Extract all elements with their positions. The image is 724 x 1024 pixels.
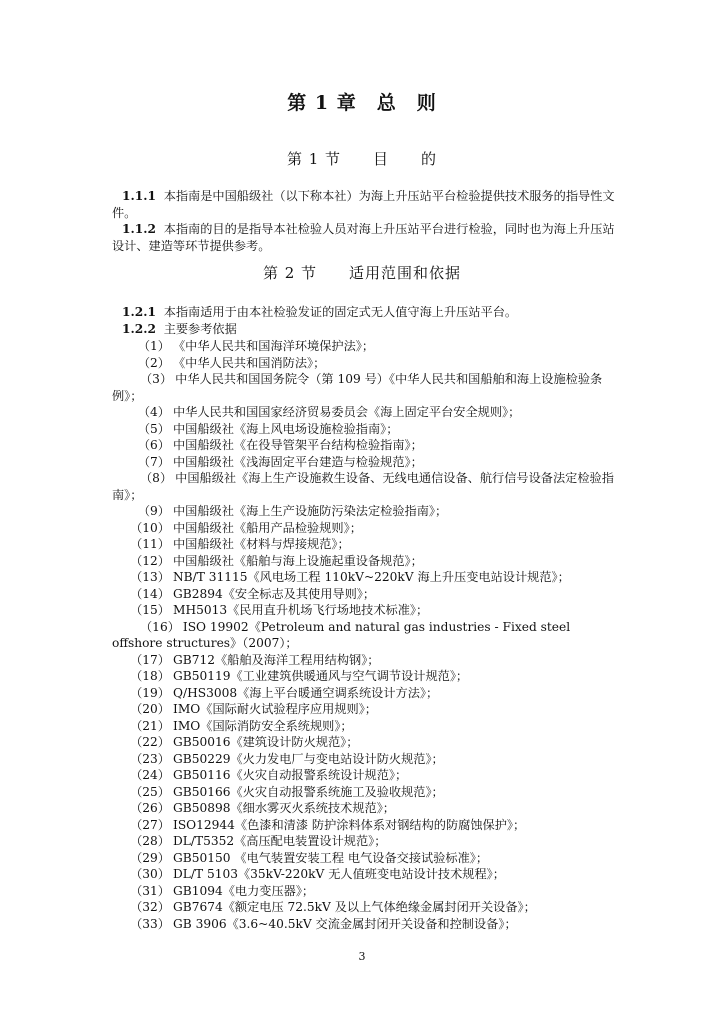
reference-item	[112, 701, 616, 718]
reference-item	[112, 536, 616, 553]
reference-text: GB50016《建筑设计防火规范》；	[173, 735, 359, 749]
reference-item	[112, 371, 616, 404]
section-title-2: 第 2 节 适用范围和依据	[262, 264, 462, 282]
reference-item	[112, 470, 616, 503]
reference-index: （2）	[137, 355, 170, 370]
reference-item	[112, 503, 616, 520]
reference-text: GB50229《火力发电厂与变电站设计防火规范》；	[173, 751, 444, 766]
reference-text: GB712《船舶及海洋工程用结构钢》；	[173, 652, 380, 667]
reference-index: （12）	[130, 553, 170, 568]
section-title-1: 第 1 节 目 的	[286, 150, 438, 168]
reference-item	[112, 355, 616, 372]
reference-index: （1）	[137, 339, 170, 353]
reference-index: （28）	[130, 834, 170, 848]
reference-item	[112, 734, 616, 751]
reference-index: （16）	[140, 619, 180, 634]
reference-index: （20）	[130, 702, 170, 716]
paragraph-1-1-1	[112, 188, 616, 221]
reference-text: 中国船级社《海上生产设施救生设备、无线电通信设备、航行信号设备法定检验指南》；	[112, 471, 614, 502]
reference-index: （26）	[130, 801, 170, 815]
reference-text: ISO 19902《Petroleum and natural gas industries - Fixed steel offshore structures》（2007）；	[112, 619, 571, 650]
reference-text: GB50116《火灾自动报警系统设计规范》；	[173, 768, 408, 782]
reference-text: GB50166《火灾自动报警系统施工及验收规范》；	[173, 784, 444, 799]
reference-index: （18）	[130, 669, 170, 683]
reference-item	[112, 404, 616, 421]
reference-index: （6）	[137, 438, 170, 452]
reference-text: GB50150 《电气装置安装工程 电气设备交接试验标准》；	[173, 850, 489, 865]
reference-index: （25）	[130, 784, 170, 799]
paragraph-1-2-1	[112, 304, 616, 321]
reference-text: MH5013《民用直升机场飞行场地技术标准》；	[173, 603, 429, 617]
reference-item	[112, 569, 616, 586]
clause-text: 主要参考依据	[163, 322, 237, 336]
reference-text: IMO《国际消防安全系统规则》；	[173, 718, 353, 733]
reference-item	[112, 619, 616, 652]
reference-text: GB7674《额定电压 72.5kV 及以上气体绝缘金属封闭开关设备》；	[173, 900, 536, 914]
paragraph-1-1-2	[112, 221, 616, 254]
reference-item	[112, 817, 616, 834]
reference-item	[112, 553, 616, 570]
clause-number: 1.1.1	[122, 189, 156, 203]
reference-item	[112, 520, 616, 537]
reference-index: （4）	[137, 405, 170, 419]
reference-index: （24）	[130, 768, 170, 782]
reference-text: GB1094《电力变压器》；	[173, 883, 315, 898]
clause-text: 本指南适用于由本社检验发证的固定式无人值守海上升压站平台。	[163, 305, 518, 319]
reference-item	[112, 685, 616, 702]
reference-item	[112, 767, 616, 784]
reference-item	[112, 784, 616, 801]
reference-index: （3）	[140, 372, 173, 386]
reference-item	[112, 437, 616, 454]
reference-index: （32）	[130, 900, 170, 914]
reference-text: ISO12944《色漆和清漆 防护涂料体系对钢结构的防腐蚀保护》；	[173, 817, 526, 832]
reference-item	[112, 899, 616, 916]
reference-text: IMO《国际耐火试验程序应用规则》；	[173, 702, 377, 716]
reference-item	[112, 800, 616, 817]
reference-item	[112, 751, 616, 768]
reference-text: 中国船级社《材料与焊接规范》；	[173, 537, 350, 551]
reference-item	[112, 668, 616, 685]
reference-index: （5）	[137, 421, 170, 436]
reference-text: 中国船级社《船舶与海上设施起重设备规范》；	[173, 553, 423, 568]
reference-index: （15）	[130, 603, 170, 617]
reference-index: （9）	[137, 504, 170, 518]
reference-text: 中国船级社《海上生产设施防污染法定检验指南》；	[173, 504, 448, 518]
reference-index: （31）	[130, 883, 170, 898]
reference-item	[112, 338, 616, 355]
reference-index: （8）	[140, 471, 173, 485]
reference-index: （21）	[130, 718, 170, 733]
clause-text: 本指南是中国船级社（以下称本社）为海上升压站平台检验提供技术服务的指导性文件。	[112, 189, 615, 220]
reference-item	[112, 718, 616, 735]
reference-index: （17）	[130, 652, 170, 667]
reference-item	[112, 833, 616, 850]
reference-text: GB2894《安全标志及其使用导则》；	[173, 586, 376, 601]
reference-index: （29）	[130, 850, 170, 865]
reference-index: （23）	[130, 751, 170, 766]
reference-index: （11）	[130, 537, 170, 551]
reference-item	[112, 916, 616, 933]
reference-text: 中国船级社《浅海固定平台建造与检验规范》；	[173, 454, 423, 469]
reference-text: GB50119《工业建筑供暖通风与空气调节设计规范》；	[173, 669, 469, 683]
reference-text: GB50898《细水雾灭火系统技术规范》；	[173, 801, 395, 815]
reference-index: （30）	[130, 867, 170, 881]
page-number: 3	[358, 950, 366, 963]
reference-text: 《中华人民共和国消防法》；	[173, 355, 326, 370]
clause-text: 本指南的目的是指导本社检验人员对海上升压站平台进行检验，同时也为海上升压站设计、建造等环节提供参考。	[112, 222, 615, 253]
reference-text: 中国船级社《船用产品检验规则》；	[173, 520, 362, 535]
clause-number: 1.2.2	[122, 322, 156, 336]
reference-index: （27）	[130, 817, 170, 832]
clause-number: 1.1.2	[122, 222, 156, 236]
reference-index: （13）	[130, 570, 170, 584]
reference-item	[112, 883, 616, 900]
clause-number: 1.2.1	[122, 305, 156, 319]
reference-text: NB/T 31115《风电场工程 110kV~220kV 海上升压变电站设计规范》；	[173, 570, 570, 584]
reference-text: 《中华人民共和国海洋环境保护法》；	[173, 339, 375, 353]
reference-item	[112, 586, 616, 603]
reference-index: （22）	[130, 735, 170, 749]
reference-index: （14）	[130, 586, 170, 601]
reference-text: 中国船级社《在役导管架平台结构检验指南》；	[173, 438, 423, 452]
paragraph-1-2-2	[112, 321, 616, 338]
reference-text: DL/T 5103《35kV-220kV 无人值班变电站设计技术规程》；	[173, 867, 505, 881]
chapter-title: 第 1 章 总 则	[287, 92, 437, 114]
reference-index: （19）	[130, 685, 170, 700]
reference-item	[112, 866, 616, 883]
reference-text: 中国船级社《海上风电场设施检验指南》；	[173, 421, 399, 436]
reference-index: （10）	[130, 520, 170, 535]
reference-text: 中华人民共和国国家经济贸易委员会《海上固定平台安全规则》；	[173, 405, 521, 419]
reference-text: DL/T5352《高压配电装置设计规范》；	[173, 834, 387, 848]
reference-item	[112, 602, 616, 619]
reference-index: （33）	[130, 916, 170, 931]
reference-item	[112, 652, 616, 669]
reference-text: 中华人民共和国国务院令（第 109 号）《中华人民共和国船舶和海上设施检验条例》；	[112, 372, 603, 403]
reference-index: （7）	[137, 454, 170, 469]
reference-text: GB 3906《3.6~40.5kV 交流金属封闭开关设备和控制设备》；	[173, 916, 517, 931]
reference-item	[112, 850, 616, 867]
reference-item	[112, 454, 616, 471]
reference-item	[112, 421, 616, 438]
reference-text: Q/HS3008《海上平台暖通空调系统设计方法》；	[173, 685, 439, 700]
